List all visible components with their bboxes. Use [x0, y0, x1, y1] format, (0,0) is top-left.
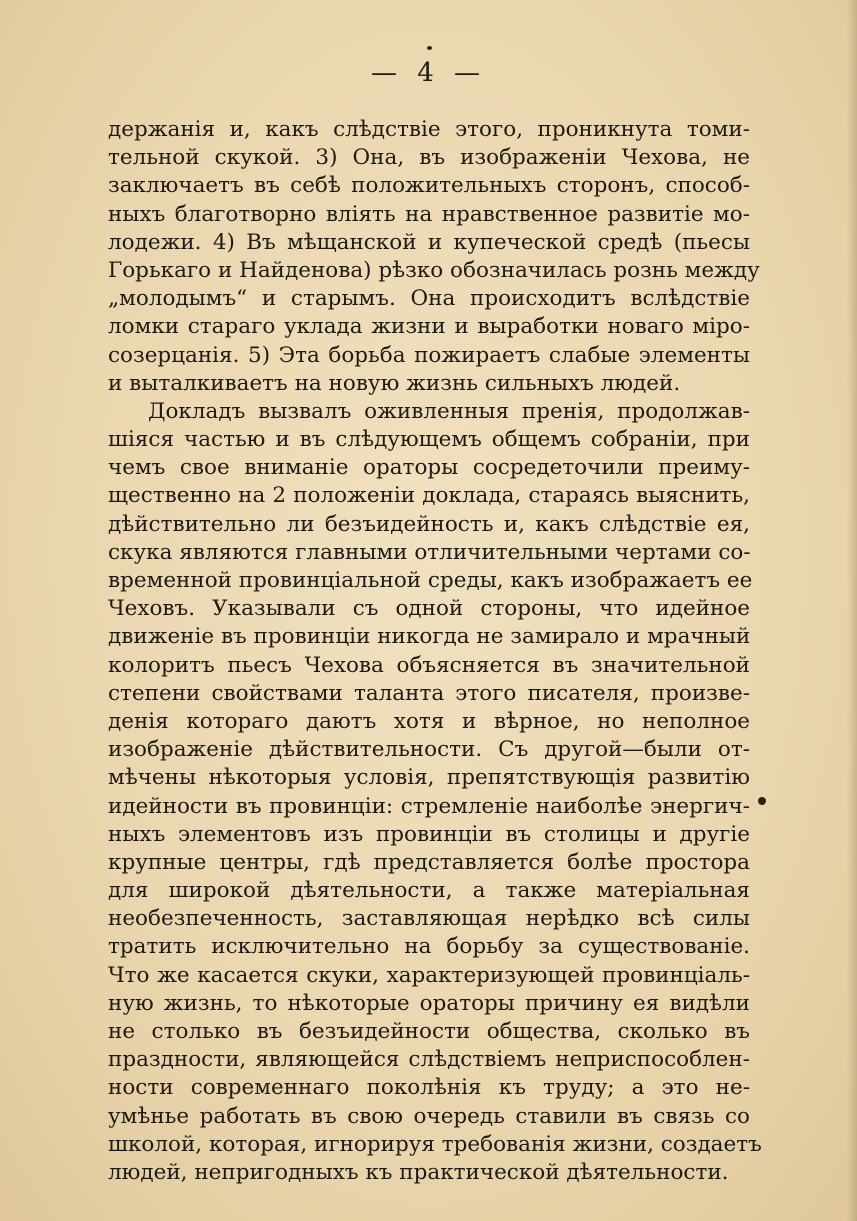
text-line: идейности въ провинціи: стремленіе наиболѣе энергич- [108, 793, 750, 819]
text-line: и выталкиваетъ на новую жизнь сильныхъ людей. [108, 370, 681, 396]
text-line: движеніе въ провинціи никогда не замирало и мрачный [108, 624, 751, 650]
text-line: ныхъ элементовъ изъ провинціи въ столицы и другіе [108, 821, 750, 847]
text-line: шіяся частью и въ слѣдующемъ общемъ собраніи, при [108, 427, 750, 453]
text-line: щественно на 2 положеніи доклада, стараясь выяснить, [108, 483, 750, 509]
text-line: необезпеченность, заставляющая нерѣдко всѣ силы [108, 906, 750, 932]
text-line: Что же касается скуки, характеризующей провинціаль- [108, 962, 750, 988]
page-edge-shadow [847, 0, 857, 1221]
text-line: скука являются главными отличительными чертами со- [108, 539, 751, 565]
page-number: — 4 — [370, 58, 487, 88]
text-line: заключаетъ въ себѣ положительныхъ сторонъ, способ- [108, 173, 750, 199]
text-line: людей, непригодныхъ къ практической дѣятельности. [108, 1159, 729, 1185]
text-line: ную жизнь, то нѣкоторые ораторы причину ея видѣли [108, 990, 750, 1016]
paragraph-start: Докладъ вызвалъ оживленныя пренія, продолжав- [148, 398, 750, 424]
text-line: денія котораго даютъ хотя и вѣрное, но неполное [108, 708, 750, 734]
text-line: для широкой дѣятельности, а также матеріальная [108, 878, 750, 904]
body-text [108, 116, 762, 1187]
text-line: тельной скукой. 3) Она, въ изображеніи Чехова, не [108, 145, 750, 171]
text-line: праздности, являющейся слѣдствіемъ неприспособлен- [108, 1047, 750, 1073]
text-line: чемъ свое вниманіе ораторы сосредеточили преиму- [108, 455, 750, 481]
text-line: ности современнаго поколѣнія къ труду; а это не- [108, 1075, 750, 1101]
text-line: созерцанія. 5) Эта борьба пожираетъ слабые элементы [108, 342, 750, 368]
text-line: изображеніе дѣйствительности. Съ другой—были от- [108, 737, 750, 763]
text-line: держанія и, какъ слѣдствіе этого, проникнута томи- [108, 117, 750, 142]
text-line: „молодымъ“ и старымъ. Она происходитъ вслѣдствіе [108, 286, 750, 312]
text-line: дѣйствительно ли безъидейность и, какъ слѣдствіе ея, [108, 511, 750, 537]
text-line: ныхъ благотворно вліять на нравственное развитіе мо- [108, 201, 750, 227]
text-line: мѣчены нѣкоторыя условія, препятствующія развитію [108, 765, 750, 791]
ink-speck [427, 46, 432, 50]
text-line: лодежи. 4) Въ мѣщанской и купеческой средѣ (пьесы [108, 229, 750, 255]
text-line: ломки стараго уклада жизни и выработки новаго міро- [108, 314, 750, 340]
text-line: крупные центры, гдѣ представляется болѣе простора [108, 849, 750, 875]
text-line: школой, которая, игнорируя требованія жизни, создаетъ [108, 1131, 762, 1157]
text-line: Горькаго и Найденова) рѣзко обозначилась рознь между [108, 257, 760, 283]
text-line: не столько въ безъидейности общества, сколько въ [108, 1019, 750, 1044]
text-line: степени свойствами таланта этого писателя, произве- [108, 680, 750, 706]
text-line: Чеховъ. Указывали съ одной стороны, что идейное [108, 596, 750, 622]
text-line: тратить исключительно на борьбу за существованіе. [108, 934, 750, 960]
text-line: колоритъ пьесъ Чехова объясняется въ значительной [108, 652, 750, 678]
ink-speck [758, 797, 766, 805]
text-line: умѣнье работать въ свою очередь ставили въ связь со [108, 1103, 750, 1129]
text-line: временной провинціальной среды, какъ изображаетъ ее [108, 568, 753, 593]
